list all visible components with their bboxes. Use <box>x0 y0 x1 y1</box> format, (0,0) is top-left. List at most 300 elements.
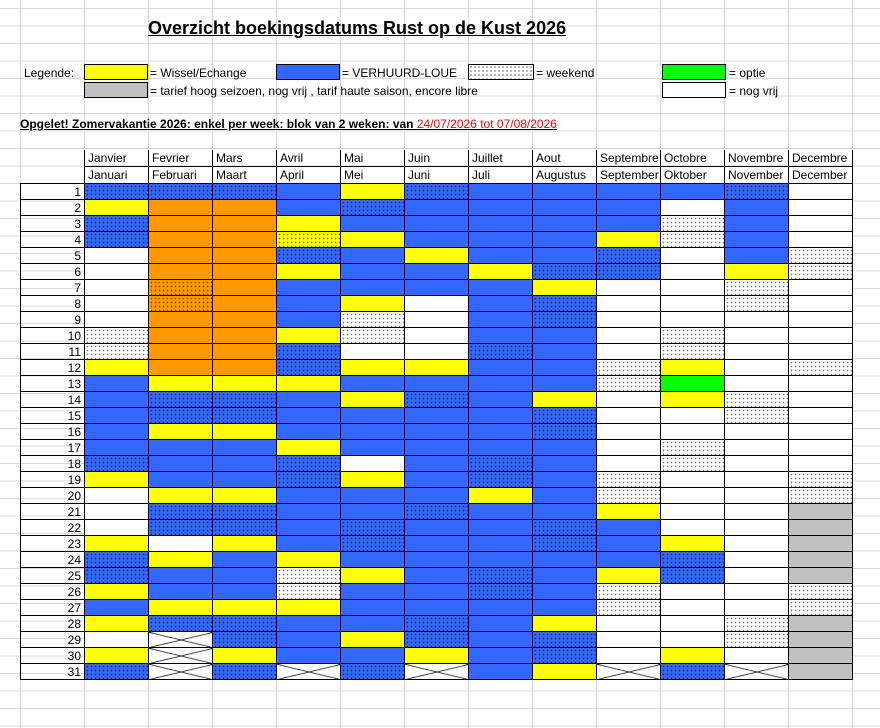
day-cell[interactable] <box>789 536 853 552</box>
day-cell[interactable] <box>341 600 405 616</box>
month-header-nl-5[interactable]: Juni <box>405 167 469 184</box>
day-cell[interactable] <box>469 248 533 264</box>
day-cell[interactable] <box>149 248 213 264</box>
day-cell[interactable] <box>597 520 661 536</box>
day-cell[interactable] <box>277 632 341 648</box>
day-cell[interactable] <box>469 360 533 376</box>
day-cell[interactable] <box>341 520 405 536</box>
day-cell[interactable] <box>469 296 533 312</box>
day-cell[interactable] <box>661 296 725 312</box>
day-cell[interactable] <box>213 504 277 520</box>
day-cell[interactable] <box>341 472 405 488</box>
day-cell[interactable] <box>597 184 661 200</box>
day-cell[interactable] <box>341 616 405 632</box>
day-cell[interactable] <box>341 184 405 200</box>
day-cell[interactable] <box>597 616 661 632</box>
day-cell[interactable] <box>341 376 405 392</box>
day-cell[interactable] <box>213 648 277 664</box>
day-cell[interactable] <box>469 440 533 456</box>
day-cell[interactable] <box>725 440 789 456</box>
day-cell[interactable] <box>725 568 789 584</box>
day-cell[interactable] <box>405 568 469 584</box>
day-cell[interactable] <box>277 184 341 200</box>
day-cell[interactable] <box>277 472 341 488</box>
day-cell[interactable] <box>533 456 597 472</box>
day-cell[interactable] <box>341 632 405 648</box>
day-cell[interactable] <box>661 440 725 456</box>
day-cell[interactable] <box>469 520 533 536</box>
day-cell[interactable] <box>725 392 789 408</box>
day-cell[interactable] <box>405 456 469 472</box>
day-cell[interactable] <box>405 408 469 424</box>
day-cell[interactable] <box>85 552 149 568</box>
day-cell[interactable] <box>661 184 725 200</box>
day-cell[interactable] <box>725 376 789 392</box>
day-cell[interactable] <box>277 520 341 536</box>
day-cell[interactable] <box>789 344 853 360</box>
month-header-fr-8[interactable]: Septembre <box>597 150 661 167</box>
day-cell[interactable] <box>277 280 341 296</box>
day-cell[interactable] <box>277 360 341 376</box>
day-cell[interactable] <box>661 600 725 616</box>
day-cell[interactable] <box>661 392 725 408</box>
day-cell[interactable] <box>213 280 277 296</box>
day-cell[interactable] <box>469 488 533 504</box>
day-cell[interactable] <box>405 664 469 680</box>
day-cell[interactable] <box>85 248 149 264</box>
day-cell[interactable] <box>533 536 597 552</box>
month-header-fr-7[interactable]: Aout <box>533 150 597 167</box>
day-cell[interactable] <box>789 408 853 424</box>
day-cell[interactable] <box>277 296 341 312</box>
day-cell[interactable] <box>277 616 341 632</box>
day-cell[interactable] <box>469 568 533 584</box>
day-cell[interactable] <box>149 616 213 632</box>
month-header-fr-5[interactable]: Juin <box>405 150 469 167</box>
day-cell[interactable] <box>725 264 789 280</box>
day-cell[interactable] <box>469 216 533 232</box>
day-cell[interactable] <box>725 312 789 328</box>
day-cell[interactable] <box>533 568 597 584</box>
day-cell[interactable] <box>341 264 405 280</box>
day-cell[interactable] <box>85 600 149 616</box>
day-cell[interactable] <box>469 456 533 472</box>
day-cell[interactable] <box>533 424 597 440</box>
day-cell[interactable] <box>789 216 853 232</box>
day-cell[interactable] <box>85 424 149 440</box>
day-cell[interactable] <box>789 520 853 536</box>
day-cell[interactable] <box>85 280 149 296</box>
month-header-fr-4[interactable]: Mai <box>341 150 405 167</box>
day-cell[interactable] <box>597 248 661 264</box>
day-cell[interactable] <box>149 504 213 520</box>
day-cell[interactable] <box>277 200 341 216</box>
day-cell[interactable] <box>789 648 853 664</box>
day-cell[interactable] <box>277 552 341 568</box>
day-cell[interactable] <box>341 296 405 312</box>
day-cell[interactable] <box>597 376 661 392</box>
day-cell[interactable] <box>213 424 277 440</box>
day-cell[interactable] <box>533 296 597 312</box>
day-cell[interactable] <box>597 504 661 520</box>
day-cell[interactable] <box>85 664 149 680</box>
day-cell[interactable] <box>213 232 277 248</box>
month-header-nl-6[interactable]: Juli <box>469 167 533 184</box>
day-cell[interactable] <box>149 568 213 584</box>
day-cell[interactable] <box>789 184 853 200</box>
day-cell[interactable] <box>85 296 149 312</box>
month-header-fr-9[interactable]: Octobre <box>661 150 725 167</box>
day-cell[interactable] <box>405 472 469 488</box>
day-cell[interactable] <box>405 392 469 408</box>
day-cell[interactable] <box>725 632 789 648</box>
day-cell[interactable] <box>405 488 469 504</box>
day-cell[interactable] <box>405 552 469 568</box>
day-cell[interactable] <box>789 600 853 616</box>
day-cell[interactable] <box>277 440 341 456</box>
month-header-nl-7[interactable]: Augustus <box>533 167 597 184</box>
day-cell[interactable] <box>789 280 853 296</box>
day-cell[interactable] <box>277 568 341 584</box>
day-cell[interactable] <box>341 312 405 328</box>
day-cell[interactable] <box>597 632 661 648</box>
day-cell[interactable] <box>533 520 597 536</box>
day-cell[interactable] <box>405 600 469 616</box>
day-cell[interactable] <box>533 312 597 328</box>
day-cell[interactable] <box>533 232 597 248</box>
day-cell[interactable] <box>405 648 469 664</box>
day-cell[interactable] <box>661 504 725 520</box>
month-header-nl-8[interactable]: September <box>597 167 661 184</box>
month-header-nl-11[interactable]: December <box>789 167 853 184</box>
day-cell[interactable] <box>213 328 277 344</box>
day-cell[interactable] <box>213 376 277 392</box>
day-cell[interactable] <box>533 376 597 392</box>
day-cell[interactable] <box>85 232 149 248</box>
day-cell[interactable] <box>213 360 277 376</box>
day-cell[interactable] <box>533 216 597 232</box>
day-cell[interactable] <box>341 200 405 216</box>
day-cell[interactable] <box>405 584 469 600</box>
day-cell[interactable] <box>85 648 149 664</box>
day-cell[interactable] <box>85 488 149 504</box>
month-header-fr-1[interactable]: Fevrier <box>149 150 213 167</box>
day-cell[interactable] <box>469 424 533 440</box>
day-cell[interactable] <box>85 616 149 632</box>
day-cell[interactable] <box>661 248 725 264</box>
day-cell[interactable] <box>789 504 853 520</box>
day-cell[interactable] <box>661 664 725 680</box>
day-cell[interactable] <box>789 264 853 280</box>
day-cell[interactable] <box>597 296 661 312</box>
day-cell[interactable] <box>533 360 597 376</box>
day-cell[interactable] <box>213 344 277 360</box>
day-cell[interactable] <box>149 360 213 376</box>
day-cell[interactable] <box>149 424 213 440</box>
day-cell[interactable] <box>789 296 853 312</box>
day-cell[interactable] <box>341 328 405 344</box>
day-cell[interactable] <box>341 584 405 600</box>
day-cell[interactable] <box>149 328 213 344</box>
day-cell[interactable] <box>661 632 725 648</box>
day-cell[interactable] <box>149 280 213 296</box>
day-cell[interactable] <box>277 344 341 360</box>
month-header-fr-0[interactable]: Janvier <box>85 150 149 167</box>
day-cell[interactable] <box>277 456 341 472</box>
day-cell[interactable] <box>149 632 213 648</box>
day-cell[interactable] <box>405 328 469 344</box>
day-cell[interactable] <box>213 472 277 488</box>
day-cell[interactable] <box>405 264 469 280</box>
day-cell[interactable] <box>597 360 661 376</box>
day-cell[interactable] <box>277 216 341 232</box>
day-cell[interactable] <box>277 504 341 520</box>
day-cell[interactable] <box>405 232 469 248</box>
day-cell[interactable] <box>533 264 597 280</box>
day-cell[interactable] <box>341 248 405 264</box>
day-cell[interactable] <box>469 264 533 280</box>
day-cell[interactable] <box>469 376 533 392</box>
day-cell[interactable] <box>405 184 469 200</box>
day-cell[interactable] <box>789 376 853 392</box>
day-cell[interactable] <box>661 424 725 440</box>
day-cell[interactable] <box>789 472 853 488</box>
day-cell[interactable] <box>85 440 149 456</box>
day-cell[interactable] <box>149 264 213 280</box>
day-cell[interactable] <box>725 360 789 376</box>
day-cell[interactable] <box>725 648 789 664</box>
day-cell[interactable] <box>213 664 277 680</box>
day-cell[interactable] <box>213 216 277 232</box>
day-cell[interactable] <box>213 616 277 632</box>
day-cell[interactable] <box>533 440 597 456</box>
day-cell[interactable] <box>85 584 149 600</box>
day-cell[interactable] <box>213 520 277 536</box>
day-cell[interactable] <box>341 392 405 408</box>
day-cell[interactable] <box>213 568 277 584</box>
day-cell[interactable] <box>149 200 213 216</box>
day-cell[interactable] <box>725 584 789 600</box>
day-cell[interactable] <box>533 184 597 200</box>
day-cell[interactable] <box>725 504 789 520</box>
day-cell[interactable] <box>85 568 149 584</box>
day-cell[interactable] <box>469 200 533 216</box>
day-cell[interactable] <box>597 200 661 216</box>
day-cell[interactable] <box>533 200 597 216</box>
day-cell[interactable] <box>789 584 853 600</box>
day-cell[interactable] <box>789 616 853 632</box>
day-cell[interactable] <box>213 184 277 200</box>
day-cell[interactable] <box>725 248 789 264</box>
day-cell[interactable] <box>341 280 405 296</box>
day-cell[interactable] <box>789 488 853 504</box>
day-cell[interactable] <box>213 632 277 648</box>
day-cell[interactable] <box>277 536 341 552</box>
day-cell[interactable] <box>405 632 469 648</box>
day-cell[interactable] <box>341 488 405 504</box>
day-cell[interactable] <box>725 536 789 552</box>
day-cell[interactable] <box>725 200 789 216</box>
day-cell[interactable] <box>725 424 789 440</box>
day-cell[interactable] <box>405 296 469 312</box>
day-cell[interactable] <box>469 632 533 648</box>
day-cell[interactable] <box>597 264 661 280</box>
day-cell[interactable] <box>597 440 661 456</box>
day-cell[interactable] <box>661 552 725 568</box>
day-cell[interactable] <box>213 392 277 408</box>
day-cell[interactable] <box>277 328 341 344</box>
day-cell[interactable] <box>661 232 725 248</box>
day-cell[interactable] <box>661 648 725 664</box>
day-cell[interactable] <box>597 216 661 232</box>
day-cell[interactable] <box>661 536 725 552</box>
day-cell[interactable] <box>341 344 405 360</box>
day-cell[interactable] <box>85 344 149 360</box>
day-cell[interactable] <box>213 584 277 600</box>
day-cell[interactable] <box>277 664 341 680</box>
day-cell[interactable] <box>85 312 149 328</box>
day-cell[interactable] <box>213 600 277 616</box>
day-cell[interactable] <box>469 280 533 296</box>
day-cell[interactable] <box>597 536 661 552</box>
month-header-nl-1[interactable]: Februari <box>149 167 213 184</box>
day-cell[interactable] <box>149 552 213 568</box>
month-header-fr-11[interactable]: Decembre <box>789 150 853 167</box>
day-cell[interactable] <box>149 344 213 360</box>
day-cell[interactable] <box>149 184 213 200</box>
day-cell[interactable] <box>533 408 597 424</box>
day-cell[interactable] <box>533 632 597 648</box>
day-cell[interactable] <box>277 264 341 280</box>
day-cell[interactable] <box>149 296 213 312</box>
day-cell[interactable] <box>597 312 661 328</box>
day-cell[interactable] <box>725 184 789 200</box>
day-cell[interactable] <box>789 440 853 456</box>
day-cell[interactable] <box>85 200 149 216</box>
day-cell[interactable] <box>341 232 405 248</box>
day-cell[interactable] <box>661 616 725 632</box>
day-cell[interactable] <box>149 520 213 536</box>
day-cell[interactable] <box>213 552 277 568</box>
day-cell[interactable] <box>533 600 597 616</box>
day-cell[interactable] <box>149 648 213 664</box>
day-cell[interactable] <box>469 232 533 248</box>
day-cell[interactable] <box>277 488 341 504</box>
day-cell[interactable] <box>85 184 149 200</box>
day-cell[interactable] <box>341 648 405 664</box>
day-cell[interactable] <box>405 344 469 360</box>
day-cell[interactable] <box>341 216 405 232</box>
day-cell[interactable] <box>469 408 533 424</box>
day-cell[interactable] <box>149 312 213 328</box>
day-cell[interactable] <box>661 456 725 472</box>
day-cell[interactable] <box>149 600 213 616</box>
month-header-nl-0[interactable]: Januari <box>85 167 149 184</box>
day-cell[interactable] <box>533 248 597 264</box>
day-cell[interactable] <box>789 328 853 344</box>
day-cell[interactable] <box>469 584 533 600</box>
day-cell[interactable] <box>85 520 149 536</box>
day-cell[interactable] <box>597 408 661 424</box>
day-cell[interactable] <box>149 488 213 504</box>
day-cell[interactable] <box>213 536 277 552</box>
day-cell[interactable] <box>213 408 277 424</box>
day-cell[interactable] <box>405 520 469 536</box>
day-cell[interactable] <box>533 472 597 488</box>
day-cell[interactable] <box>213 456 277 472</box>
day-cell[interactable] <box>789 568 853 584</box>
day-cell[interactable] <box>725 520 789 536</box>
day-cell[interactable] <box>469 184 533 200</box>
day-cell[interactable] <box>85 328 149 344</box>
day-cell[interactable] <box>469 616 533 632</box>
day-cell[interactable] <box>149 456 213 472</box>
day-cell[interactable] <box>533 616 597 632</box>
day-cell[interactable] <box>405 216 469 232</box>
day-cell[interactable] <box>85 504 149 520</box>
day-cell[interactable] <box>85 472 149 488</box>
day-cell[interactable] <box>469 600 533 616</box>
day-cell[interactable] <box>789 312 853 328</box>
day-cell[interactable] <box>661 328 725 344</box>
day-cell[interactable] <box>341 440 405 456</box>
day-cell[interactable] <box>405 200 469 216</box>
day-cell[interactable] <box>661 264 725 280</box>
day-cell[interactable] <box>277 424 341 440</box>
month-header-nl-2[interactable]: Maart <box>213 167 277 184</box>
day-cell[interactable] <box>213 200 277 216</box>
day-cell[interactable] <box>213 296 277 312</box>
day-cell[interactable] <box>85 536 149 552</box>
day-cell[interactable] <box>661 376 725 392</box>
day-cell[interactable] <box>341 568 405 584</box>
day-cell[interactable] <box>725 232 789 248</box>
day-cell[interactable] <box>405 504 469 520</box>
day-cell[interactable] <box>789 424 853 440</box>
month-header-nl-9[interactable]: Oktober <box>661 167 725 184</box>
day-cell[interactable] <box>469 392 533 408</box>
day-cell[interactable] <box>725 456 789 472</box>
day-cell[interactable] <box>597 424 661 440</box>
day-cell[interactable] <box>661 472 725 488</box>
day-cell[interactable] <box>725 280 789 296</box>
day-cell[interactable] <box>405 440 469 456</box>
day-cell[interactable] <box>149 216 213 232</box>
day-cell[interactable] <box>149 584 213 600</box>
day-cell[interactable] <box>725 488 789 504</box>
day-cell[interactable] <box>725 616 789 632</box>
day-cell[interactable] <box>597 584 661 600</box>
month-header-fr-10[interactable]: Novembre <box>725 150 789 167</box>
day-cell[interactable] <box>405 424 469 440</box>
day-cell[interactable] <box>597 648 661 664</box>
day-cell[interactable] <box>661 200 725 216</box>
day-cell[interactable] <box>469 536 533 552</box>
day-cell[interactable] <box>789 248 853 264</box>
day-cell[interactable] <box>725 472 789 488</box>
day-cell[interactable] <box>533 664 597 680</box>
day-cell[interactable] <box>597 552 661 568</box>
day-cell[interactable] <box>725 664 789 680</box>
day-cell[interactable] <box>533 552 597 568</box>
day-cell[interactable] <box>341 408 405 424</box>
day-cell[interactable] <box>277 392 341 408</box>
day-cell[interactable] <box>725 408 789 424</box>
day-cell[interactable] <box>277 648 341 664</box>
day-cell[interactable] <box>277 376 341 392</box>
day-cell[interactable] <box>85 216 149 232</box>
day-cell[interactable] <box>533 344 597 360</box>
